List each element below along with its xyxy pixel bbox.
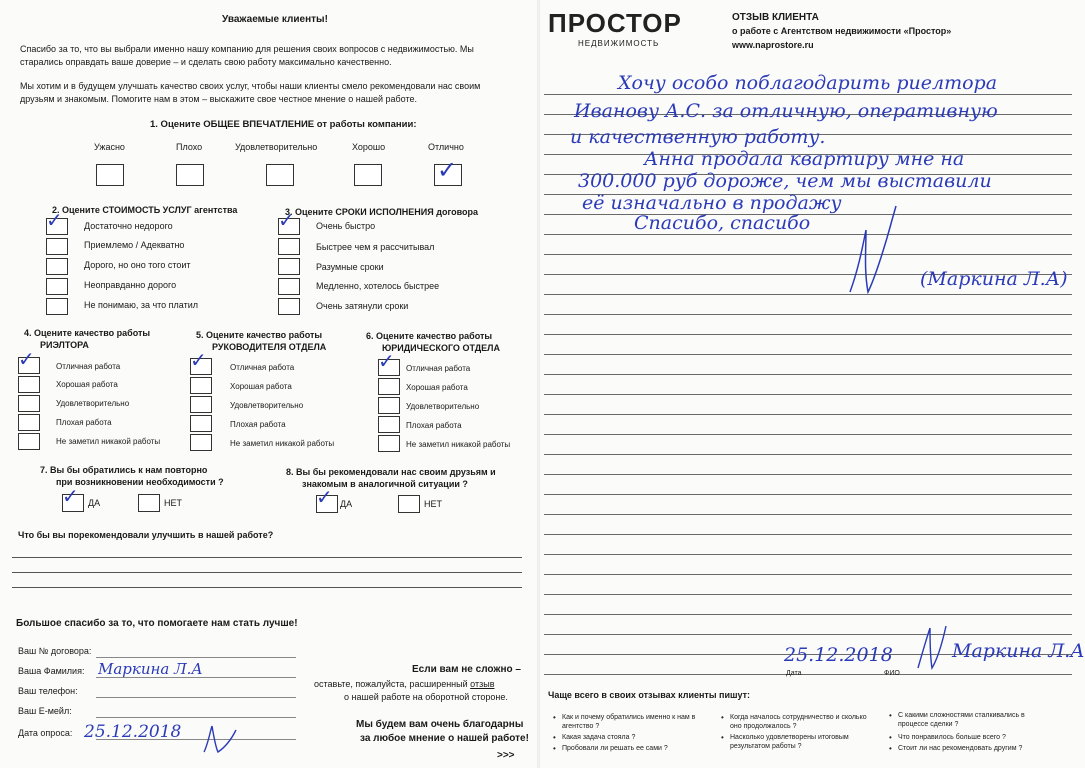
answer-line[interactable] xyxy=(12,557,522,558)
q2-checkbox[interactable] xyxy=(46,238,68,255)
review-text-line: и качественную работу. xyxy=(570,126,826,148)
q5-checkbox[interactable] xyxy=(190,377,212,394)
improve-question: Что бы вы порекомендовали улучшить в нашей работе? xyxy=(18,530,274,540)
q3-option-label: Медленно, хотелось быстрее xyxy=(316,281,440,291)
ruled-line[interactable] xyxy=(544,594,1072,595)
review-text-line: Спасибо, спасибо xyxy=(634,212,811,234)
logo-main: ПРОСТОР xyxy=(548,8,682,38)
review-title: ОТЗЫВ КЛИЕНТА xyxy=(732,12,819,23)
date-value: 25.12.2018 xyxy=(84,722,182,742)
phone-label: Ваш телефон: xyxy=(18,686,78,696)
ruled-line[interactable] xyxy=(544,674,1072,675)
review-date-value: 25.12.2018 xyxy=(784,644,893,666)
thanks-text: Большое спасибо за то, что помогаете нам стать лучше! xyxy=(16,618,298,629)
q5-option-label: Плохая работа xyxy=(230,420,286,429)
checkmark-icon: ✓ xyxy=(378,349,395,373)
tip-item: • Как и почему обратились именно к нам в агентство ? xyxy=(562,713,712,731)
q3-checkbox[interactable] xyxy=(278,238,300,255)
tips-title: Чаще всего в своих отзывах клиенты пишут: xyxy=(548,690,751,700)
request-line-3: о нашей работе на оборотной стороне. xyxy=(344,692,508,702)
q5-subtitle: РУКОВОДИТЕЛЯ ОТДЕЛА xyxy=(212,342,327,352)
q4-checkbox[interactable] xyxy=(18,414,40,431)
q6-checkbox[interactable] xyxy=(378,435,400,452)
q5-checkbox[interactable] xyxy=(190,434,212,451)
checkmark-icon: ✓ xyxy=(46,208,63,232)
tip-item: • Что понравилось больше всего ? xyxy=(898,733,1048,742)
tip-item: • Насколько удовлетворены итоговым результатом работы ? xyxy=(730,733,880,751)
q6-checkbox[interactable] xyxy=(378,378,400,395)
q6-checkbox[interactable] xyxy=(378,397,400,414)
q4-checkbox[interactable] xyxy=(18,433,40,450)
q7-no-checkbox[interactable] xyxy=(138,494,160,512)
ruled-line[interactable] xyxy=(544,254,1072,255)
review-link[interactable]: отзыв xyxy=(470,679,495,689)
q7-no-label: НЕТ xyxy=(164,498,182,508)
review-fio-label: ФИО xyxy=(884,670,900,677)
q4-checkbox[interactable] xyxy=(18,395,40,412)
answer-line[interactable] xyxy=(12,572,522,573)
q2-title: 2. Оцените СТОИМОСТЬ УСЛУГ агентства xyxy=(52,205,238,215)
checkmark-icon: ✓ xyxy=(190,348,207,372)
q4-option-label: Удовлетворительно xyxy=(56,399,130,408)
intro-paragraph-2: Мы хотим и в будущем улучшать качество своих услуг, чтобы наши клиенты смело рекомендовали нас своим друзьям и знакомым. Помогите нам в этом – выскажите свое честное мнение о нашей работе. xyxy=(20,81,481,104)
q6-title: 6. Оцените качество работы xyxy=(366,331,493,341)
q6-subtitle: ЮРИДИЧЕСКОГО ОТДЕЛА xyxy=(382,343,500,353)
signature xyxy=(840,200,900,300)
ruled-line[interactable] xyxy=(544,534,1072,535)
request-thanks-1: Мы будем вам очень благодарны xyxy=(356,719,524,730)
date-label: Дата опроса: xyxy=(18,728,73,738)
surname-label: Ваша Фамилия: xyxy=(18,666,85,676)
q3-option-label: Очень быстро xyxy=(316,221,376,231)
review-fio-value: Маркина Л.А xyxy=(952,640,1085,662)
ruled-line[interactable] xyxy=(544,334,1072,335)
q4-option-label: Хорошая работа xyxy=(56,380,118,389)
review-subtitle: о работе с Агентством недвижимости «Простор» xyxy=(732,26,952,36)
q1-option-label: Хорошо xyxy=(352,142,386,152)
q1-checkbox-satisfactory[interactable] xyxy=(266,164,294,186)
q5-option-label: Удовлетворительно xyxy=(230,401,304,410)
ruled-line[interactable] xyxy=(544,234,1072,235)
q5-title: 5. Оцените качество работы xyxy=(196,330,323,340)
request-line-2 xyxy=(314,679,494,690)
review-text-line: 300.000 руб дороже, чем мы выставили xyxy=(578,170,992,192)
checkmark-icon: ✓ xyxy=(437,156,458,184)
answer-line[interactable] xyxy=(12,587,522,588)
request-text: оставьте, пожалуйста, расширенный xyxy=(314,679,468,689)
ruled-line[interactable] xyxy=(544,374,1072,375)
q5-option-label: Хорошая работа xyxy=(230,382,292,391)
signature xyxy=(912,618,952,672)
q7-title: 7. Вы бы обратились к нам повторно xyxy=(40,465,208,475)
q4-title: 4. Оцените качество работы xyxy=(24,328,151,338)
q1-option-label: Плохо xyxy=(176,142,203,152)
q2-option-label: Неоправданно дорого xyxy=(84,280,177,290)
ruled-line[interactable] xyxy=(544,294,1072,295)
q2-checkbox[interactable] xyxy=(46,278,68,295)
survey-heading: Уважаемые клиенты! xyxy=(222,14,328,25)
ruled-line[interactable] xyxy=(544,454,1072,455)
q3-option-label: Разумные сроки xyxy=(316,262,384,272)
review-text-line: Хочу особо поблагодарить риелтора xyxy=(618,72,998,94)
q3-checkbox[interactable] xyxy=(278,298,300,315)
review-text-line: Анна продала квартиру мне на xyxy=(644,148,965,170)
q4-subtitle: РИЭЛТОРА xyxy=(40,340,89,350)
checkmark-icon: ✓ xyxy=(18,347,35,371)
ruled-line[interactable] xyxy=(544,474,1072,475)
ruled-line[interactable] xyxy=(544,354,1072,355)
survey-page xyxy=(0,0,540,768)
q5-option-label: Отличная работа xyxy=(230,363,295,372)
ruled-line[interactable] xyxy=(544,574,1072,575)
q6-option-label: Хорошая работа xyxy=(406,383,468,392)
q2-option-label: Дорого, но оно того стоит xyxy=(84,260,191,270)
ruled-line[interactable] xyxy=(544,94,1072,95)
checkmark-icon: ✓ xyxy=(62,484,79,508)
ruled-line[interactable] xyxy=(544,634,1072,635)
q3-title: 3. Оцените СРОКИ ИСПОЛНЕНИЯ договора xyxy=(285,207,478,217)
q3-option-label: Очень затянули сроки xyxy=(316,301,409,311)
q1-option-label: Отлично xyxy=(428,142,464,152)
review-page xyxy=(540,0,1085,768)
ruled-line[interactable] xyxy=(544,314,1072,315)
q8-subtitle: знакомым в аналогичной ситуации ? xyxy=(302,479,468,489)
q1-checkbox-awful[interactable] xyxy=(96,164,124,186)
ruled-line[interactable] xyxy=(544,494,1072,495)
q2-option-label: Достаточно недорого xyxy=(84,221,173,231)
q1-option-label: Удовлетворительно xyxy=(235,142,318,152)
contract-label: Ваш № договора: xyxy=(18,646,92,656)
q5-checkbox[interactable] xyxy=(190,415,212,432)
tip-item: • Когда началось сотрудничество и сколько оно продолжалось ? xyxy=(730,713,880,731)
q8-yes-label: ДА xyxy=(340,499,353,509)
phone-field[interactable] xyxy=(96,697,296,698)
ruled-line[interactable] xyxy=(544,554,1072,555)
ruled-line[interactable] xyxy=(544,394,1072,395)
signature xyxy=(196,718,246,758)
review-date-label: Дата xyxy=(786,670,802,677)
review-text-line: Иванову А.С. за отличную, оперативную xyxy=(574,100,998,122)
q4-checkbox[interactable] xyxy=(18,376,40,393)
q3-option-label: Быстрее чем я рассчитывал xyxy=(316,242,435,252)
tip-item: • Стоит ли нас рекомендовать другим ? xyxy=(898,744,1048,753)
q8-title: 8. Вы бы рекомендовали нас своим друзьям и xyxy=(286,467,496,477)
q4-option-label: Плохая работа xyxy=(56,418,112,427)
q1-checkbox-bad[interactable] xyxy=(176,164,204,186)
checkmark-icon: ✓ xyxy=(278,208,295,232)
q5-option-label: Не заметил никакой работы xyxy=(230,439,335,448)
review-text-line: её изначально в продажу xyxy=(582,192,842,214)
signature-name: (Маркина Л.А) xyxy=(920,268,1068,290)
q6-option-label: Удовлетворительно xyxy=(406,402,480,411)
q4-option-label: Не заметил никакой работы xyxy=(56,437,161,446)
tip-item: • Какая задача стояла ? xyxy=(562,733,712,742)
tip-item: • С какими сложностями сталкивались в процессе сделки ? xyxy=(898,711,1048,729)
q7-subtitle: при возникновении необходимости ? xyxy=(56,477,224,487)
ruled-line[interactable] xyxy=(544,434,1072,435)
q2-option-label: Не понимаю, за что платил xyxy=(84,300,199,310)
q4-option-label: Отличная работа xyxy=(56,362,121,371)
q1-title: 1. Оцените ОБЩЕЕ ВПЕЧАТЛЕНИЕ от работы компании: xyxy=(150,119,417,130)
ruled-line[interactable] xyxy=(544,614,1072,615)
q1-option-label: Ужасно xyxy=(94,142,125,152)
q1-checkbox-good[interactable] xyxy=(354,164,382,186)
request-title: Если вам не сложно – xyxy=(412,664,521,675)
q8-no-checkbox[interactable] xyxy=(398,495,420,513)
surname-value: Маркина Л.А xyxy=(98,660,203,678)
q2-option-label: Приемлемо / Адекватно xyxy=(84,240,185,250)
q6-option-label: Плохая работа xyxy=(406,421,462,430)
ruled-line[interactable] xyxy=(544,514,1072,515)
q6-option-label: Не заметил никакой работы xyxy=(406,440,511,449)
website-url: www.naprostore.ru xyxy=(732,40,814,50)
next-page-arrows: >>> xyxy=(497,750,515,761)
q3-checkbox[interactable] xyxy=(278,258,300,275)
q5-checkbox[interactable] xyxy=(190,396,212,413)
logo-sub: НЕДВИЖИМОСТЬ xyxy=(578,39,660,48)
ruled-line[interactable] xyxy=(544,414,1072,415)
email-label: Ваш E-мейл: xyxy=(18,706,72,716)
q6-option-label: Отличная работа xyxy=(406,364,471,373)
q8-no-label: НЕТ xyxy=(424,499,442,509)
intro-paragraph-1: Спасибо за то, что вы выбрали именно нашу компанию для решения своих вопросов с недвижимостью. Мы старались оправдать ваше доверие – и сделать свою работу максимально качественно. xyxy=(20,44,474,67)
q2-checkbox[interactable] xyxy=(46,298,68,315)
q7-yes-label: ДА xyxy=(88,498,101,508)
q2-checkbox[interactable] xyxy=(46,258,68,275)
tip-item: • Пробовали ли решать ее сами ? xyxy=(562,744,712,753)
request-thanks-2: за любое мнение о нашей работе! xyxy=(360,733,529,744)
q6-checkbox[interactable] xyxy=(378,416,400,433)
contract-field[interactable] xyxy=(96,657,296,658)
q3-checkbox[interactable] xyxy=(278,278,300,295)
checkmark-icon: ✓ xyxy=(316,485,333,509)
